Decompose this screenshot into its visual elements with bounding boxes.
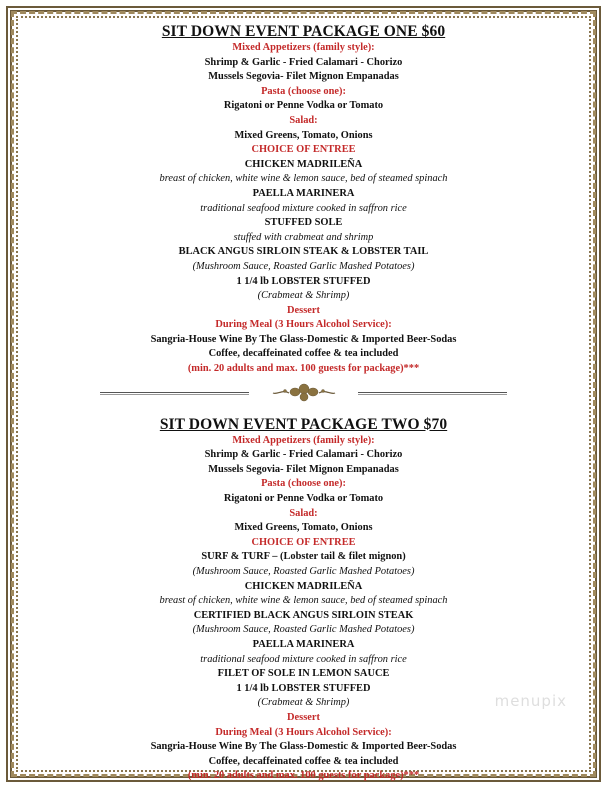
menu-line: CHICKEN MADRILEÑA — [244, 580, 363, 592]
menu-line: traditional seafood mixture cooked in saffron rice — [200, 653, 407, 665]
menu-line: breast of chicken, white wine & lemon sauce, bed of steamed spinach — [159, 595, 448, 607]
menu-line: Sangria-House Wine By The Glass-Domestic & Imported Beer-Sodas — [150, 741, 457, 753]
menu-line: Sangria-House Wine By The Glass-Domestic & Imported Beer-Sodas — [150, 333, 457, 345]
menu-line: Mixed Greens, Tomato, Onions — [234, 522, 373, 534]
menu-line: breast of chicken, white wine & lemon sauce, bed of steamed spinach — [159, 173, 448, 185]
watermark: menupix — [494, 692, 567, 710]
floral-ornament-icon — [271, 381, 337, 403]
menu-line: stuffed with crabmeat and shrimp — [233, 231, 374, 243]
menu-line: Mussels Segovia- Filet Mignon Empanadas — [208, 71, 399, 83]
menu-line: Dessert — [287, 304, 320, 316]
menu-line: During Meal (3 Hours Alcohol Service): — [215, 319, 392, 331]
menu-line: Dessert — [287, 711, 320, 723]
package-one-lines — [28, 41, 579, 377]
menu-line: Mixed Greens, Tomato, Onions — [234, 129, 373, 141]
package-one-section — [28, 22, 579, 377]
menu-line: (Crabmeat & Shrimp) — [257, 697, 350, 709]
menu-line: Rigatoni or Penne Vodka or Tomato — [223, 493, 384, 505]
menu-line: CERTIFIED BLACK ANGUS SIRLOIN STEAK — [193, 609, 414, 621]
menu-line: Rigatoni or Penne Vodka or Tomato — [223, 100, 384, 112]
menu-line: (Mushroom Sauce, Roasted Garlic Mashed Potatoes) — [192, 566, 415, 577]
menu-line: Shrimp & Garlic - Fried Calamari - Chorizo — [204, 56, 403, 68]
menu-line: 1 1/4 lb LOBSTER STUFFED — [236, 682, 371, 694]
menu-line: BLACK ANGUS SIRLOIN STEAK & LOBSTER TAIL — [178, 246, 429, 258]
section-divider — [28, 381, 579, 403]
menu-content — [28, 20, 579, 782]
menu-line: Coffee, decaffeinated coffee & tea included — [208, 755, 399, 767]
package-one-title: SIT DOWN EVENT PACKAGE ONE $60 — [161, 23, 446, 40]
menu-line: (min. 20 adults and max. 100 guests for package)*** — [187, 363, 420, 375]
menu-line: CHOICE OF ENTREE — [251, 144, 356, 156]
menu-line: Salad: — [289, 114, 318, 126]
menu-line: Mixed Appetizers (family style): — [232, 434, 375, 446]
menu-line: 1 1/4 lb LOBSTER STUFFED — [236, 275, 371, 287]
package-two-title: SIT DOWN EVENT PACKAGE TWO $70 — [159, 415, 448, 433]
menu-line: CHOICE OF ENTREE — [251, 536, 356, 548]
package-two-lines — [28, 434, 579, 784]
menu-line: Shrimp & Garlic - Fried Calamari - Chorizo — [204, 449, 403, 461]
menu-line: Pasta (choose one): — [261, 478, 346, 490]
menu-line: SURF & TURF – (Lobster tail & filet mignon) — [201, 551, 406, 563]
menu-line: (Mushroom Sauce, Roasted Garlic Mashed Potatoes) — [192, 624, 415, 636]
menu-line: (min. 20 adults and max. 100 guests for package)*** — [187, 770, 420, 782]
menu-line: Mussels Segovia- Filet Mignon Empanadas — [208, 463, 399, 475]
menu-line: Salad: — [289, 507, 318, 519]
menu-line: traditional seafood mixture cooked in saffron rice — [200, 202, 407, 214]
menu-line: Coffee, decaffeinated coffee & tea included — [208, 348, 399, 360]
menu-line: During Meal (3 Hours Alcohol Service): — [215, 726, 392, 738]
menu-line: PAELLA MARINERA — [252, 638, 355, 650]
menu-line: (Mushroom Sauce, Roasted Garlic Mashed Potatoes) — [192, 260, 415, 272]
menu-line: STUFFED SOLE — [264, 217, 343, 229]
menu-line: PAELLA MARINERA — [252, 187, 355, 199]
menu-line: (Crabmeat & Shrimp) — [257, 290, 350, 302]
menu-line: Mixed Appetizers (family style): — [232, 42, 375, 53]
menu-line: Pasta (choose one): — [261, 85, 346, 97]
package-two-section — [28, 415, 579, 784]
menu-line: FILET OF SOLE IN LEMON SAUCE — [217, 668, 390, 680]
menu-line: CHICKEN MADRILEÑA — [244, 158, 363, 170]
